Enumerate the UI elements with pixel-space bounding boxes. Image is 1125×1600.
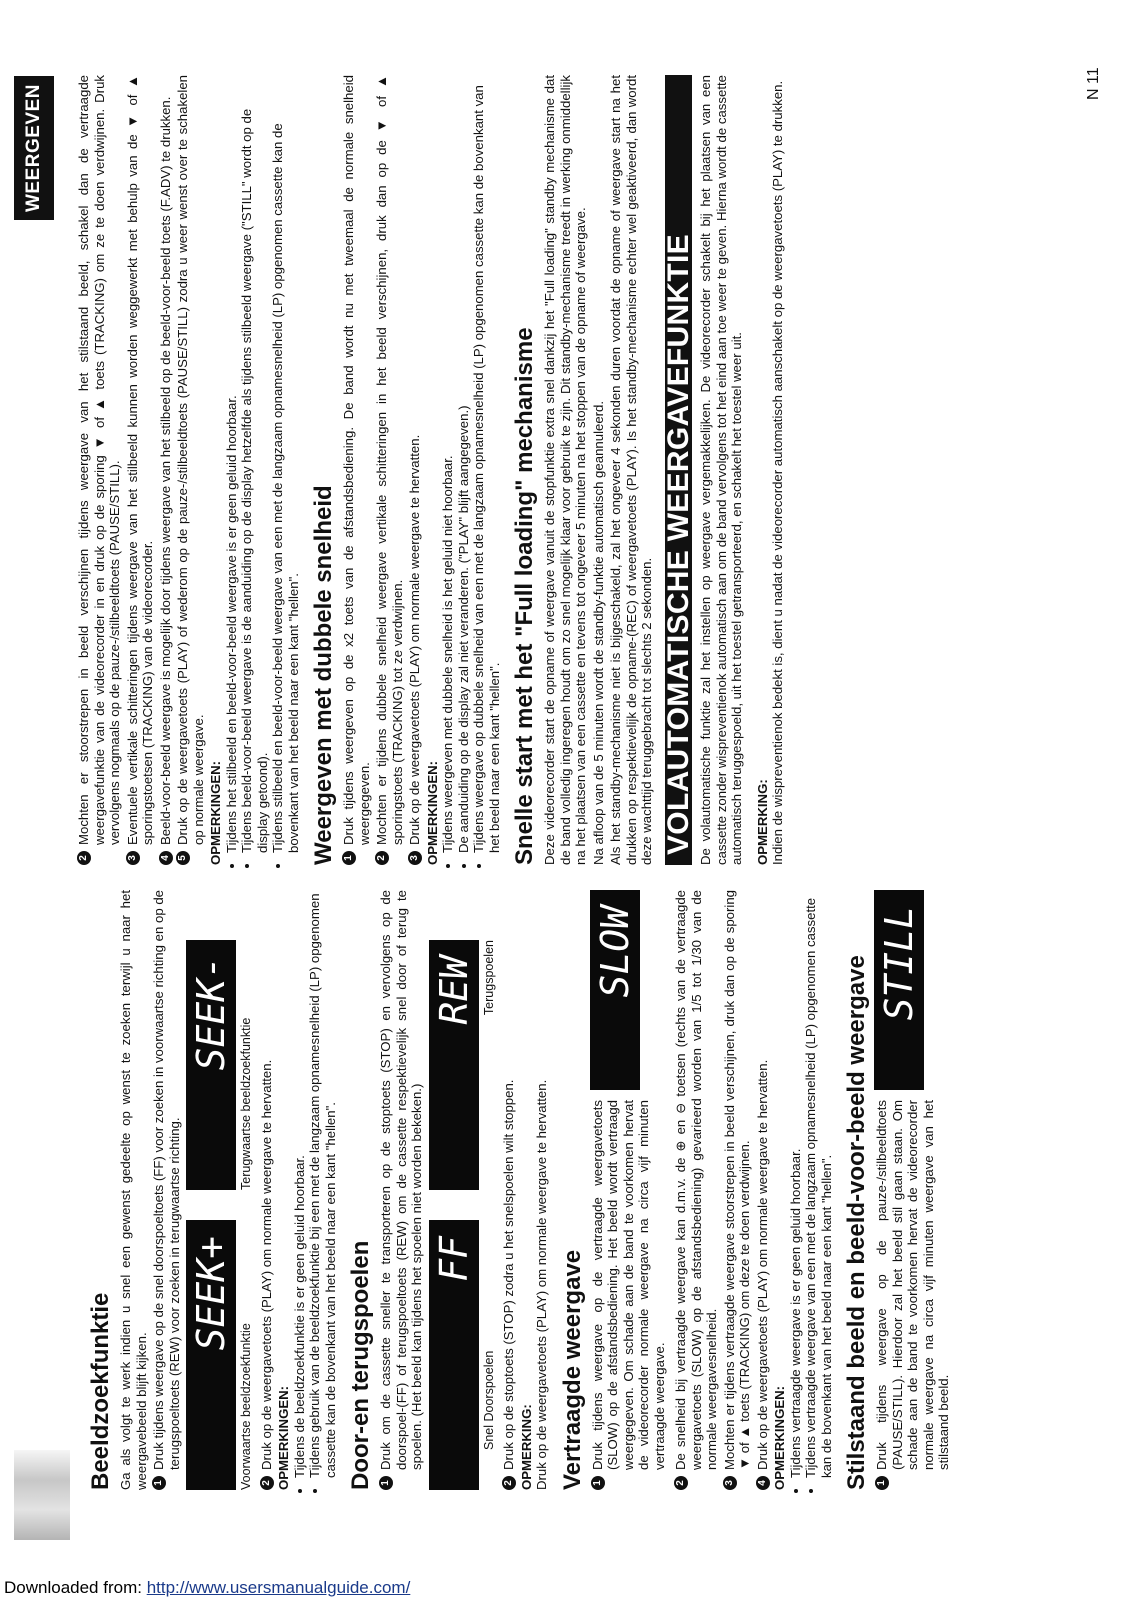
- step-2: 2 Mochten er tijdens dubbele snelheid weergave vertikale schitteringen in het beeld verschijnen, druk dan op de ▼ of ▲ sporingstoets (TRACKING) tot ze verdwijnen.: [374, 75, 405, 865]
- lcd-display: STILL: [874, 890, 924, 1090]
- page-number: N 11: [1085, 67, 1102, 100]
- step-2: 2 Druk op de weergavetoets (PLAY) om normale weergave te hervatten.: [259, 890, 275, 1490]
- step-2: 2 Druk op de stoptoets (STOP) zodra u het snelspoelen wilt stoppen.: [501, 890, 517, 1490]
- lcd-display: FF: [429, 1220, 479, 1490]
- notes-list: • Tijdens de beeldzoekfunktie is er geen geluid hoorbaar. • Tijdens gebruik van de beeldzoekfunktie bij een met de langzaam opnamesnelheid (LP) opgenomen cassette kan de bovenkant van het beeld naar een kant "hellen".: [292, 890, 339, 1490]
- column-right: 2 Mochten er stoorstrepen in beeld verschijnen tijdens weergave van het stilstaand beeld, schakel dan de vertraagde weergavefunktie van de videorecorder in en druk op de sporing ▼ of ▲ toets (TRACKING) om ze te doen verdwijnen. Druk vervolgens nogmaals op de pauze-/stilbeeldtoets (PAUSE/STILL). 3 Eventuele vertikale schitteringen tijdens weergave van het stilbeeld kunnen worden weggewerkt met behulp van de ▼ of ▲ sporingstoetsen (TRACKING) van de videorecorder. 4 Beeld-voor-beeld weergave is mogelijk door tijdens weergave van het stilbeeld op de beeld-voor-beeld toets (F.ADV) te drukken. 5 Druk op de weergavetoets (PLAY) of wederom op de pauze-/stilbeeldtoets (PAUSE/STILL) zodra u weer wenst over te schakelen op normale weergave. OPMERKINGEN: • Tijdens het stilbeeld en beeld-voor-beeld weergave is er geen geluid hoorbaar. • Tijdens beeld-voor-beeld weergave is de aanduiding op de display hetzelfde als tijdens stilbeeld weergave ("STILL" wordt op de display getoond). • Tijdens stilbeeld en beeld-voor-beeld weergave van een met de langzaam opnamesnelheid (LP) opgenomen cassette kan de bovenkant van het beeld naar een kant "hellen". Weergeven met dubbele snelheid 1 Druk tijdens weergeven op de x2 toets van de afstandsbediening. De band wordt nu met tweemaal de normale snelheid weergegeven. 2 Mochten er tijdens dubbele snelheid weergave vertikale schitteringen in het beeld verschijnen, druk dan op de ▼ of ▲ sporingstoets (TRACKING) tot ze verdwijnen. 3 Druk op de weergavetoets (PLAY) om normale weergave te hervatten. OPMERKINGEN: • Tijdens weergeven met dubbele snelheid is het geluid niet hoorbaar. • De aanduiding op de display zal niet veranderen. ("PLAY" blijft aangegeven.) • Tijdens weergave op dubbele snelheid van een met de langzaam opnamesnelheid (LP) opgenomen cassette kan de bovenkant van het beeld naar een kant "hellen". Snelle start met het "Full loading" mechanisme Deze videorecorder start de opname of weergave vanuit de stopfunktie extra snel dankzij het "Full loading" standby mechanisme dat de band volledig ingeregen houdt om zo snel mogelijk klaar voor gebruik te zijn. Dit standby-mechanisme treedt in werking onmiddellijk na het plaatsen van een cassette en tevens tot ongeveer 5 minuten na het stoppen van de opname of weergave. Na afloop van de 5 minuten wordt de standby-funktie automatisch geannuleerd. Als het standby-mechanisme niet is bijgeschakeld, zal het ongeveer 4 sekonden duren voordat de opname of weergave start na het drukken op respektievelijk de opname-(REC) of weergavetoets (PLAY). Is het standby-mechanisme echter wel geaktiveerd, dan wordt deze wachttijd teruggebracht tot slechts 2 sekonden. VOLAUTOMATISCHE WEERGAVEFUNKTIE De volautomatische funktie zal het instellen op weergave vergemakkelijken. De videorecorder schakelt bij het plaatsen van een cassette zonder wispreventienok automatisch aan om de band vervolgens tot het eind aan toe weer te geven. Hierna wordt de cassette automatisch teruggespoeld, uit het toestel getransporteerd, en schakelt het toestel weer uit. OPMERKING: Indien de wispreventienok bedekt is, dient u nadat de videorecorder automatisch aanschakelt op de weergavetoets (PLAY) te drukken.: [76, 75, 788, 865]
- lcd-display: SEEK-: [186, 940, 236, 1190]
- scan-noise: [14, 1450, 70, 1540]
- heading-dubbele-snelheid: Weergeven met dubbele snelheid: [310, 485, 337, 865]
- download-footer: Downloaded from: http://www.usersmanualguide.com/: [4, 1578, 411, 1597]
- paragraph: Ga als volgt te werk indien u snel een gewenst gedeelte op wenst te zoeken terwijl u naar het weergavebeeld blijft kijken.: [118, 890, 149, 1490]
- heading-door-en-terugspoelen: Door-en terugspoelen: [347, 1240, 374, 1490]
- step-2: 2 De snelheid bij vertraagde weergave kan d.m.v. de ⊕ en ⊖ toetsen (rechts van de vertraagde weergavetoets (SLOW) op de afstandsbediening) gevarieerd worden van 1/5 tot 1/30 van de normale weergavesnelheid.: [673, 890, 720, 1490]
- heading-volautomatische-weergavefunktie: VOLAUTOMATISCHE WEERGAVEFUNKTIE: [665, 75, 693, 865]
- display-pair-ff: FF Snel Doorspoelen REW Terugspoelen: [429, 890, 498, 1490]
- step-5: 5 Druk op de weergavetoets (PLAY) of wederom op de pauze-/stilbeeldtoets (PAUSE/STILL) zodra u weer wenst over te schakelen op normale weergave.: [175, 75, 206, 865]
- step-3: 3 Mochten er tijdens vertraagde weergave stoorstrepen in beeld verschijnen, druk dan op de sporing ▼ of ▲ toets (TRACKING) om deze te doen verdwijnen.: [722, 890, 753, 1490]
- step-4: 4 Druk op de weergavetoets (PLAY) om normale weergave te hervatten.: [755, 890, 771, 1490]
- step-4: 4 Beeld-voor-beeld weergave is mogelijk door tijdens weergave van het stilbeeld op de beeld-voor-beeld toets (F.ADV) te drukken.: [158, 75, 174, 865]
- step-3: 3 Eventuele vertikale schitteringen tijdens weergave van het stilbeeld kunnen worden weggewerkt met behulp van de ▼ of ▲ sporingstoetsen (TRACKING) van de videorecorder.: [125, 75, 156, 865]
- step-1: 1 Druk tijdens weergave op de snel doorspoeltoets (FF) voor zoeken in voorwaartse richting en op de terugspoeltoets (REW) voor zoeken in terugwaartse richting.: [151, 890, 182, 1490]
- lcd-display: SLOW: [590, 890, 640, 1090]
- heading-vertraagde-weergave: Vertraagde weergave: [558, 1249, 586, 1490]
- download-link[interactable]: http://www.usersmanualguide.com/: [146, 1578, 411, 1597]
- notes-heading: OPMERKINGEN:: [276, 1385, 291, 1490]
- step-3: 3 Druk op de weergavetoets (PLAY) om normale weergave te hervatten.: [407, 75, 423, 865]
- step-1: 1 Druk tijdens weergave op de pauze-/stilbeeldtoets (PAUSE/STILL). Hierdoor zal het beeld stil gaan staan. Om schade aan de band te voorkomen hervat de videorecorder normale weergave na circa vijf minuten weergave van het stilstaand beeld.: [874, 1100, 952, 1490]
- column-left: Beeldzoekfunktie Ga als volgt te werk indien u snel een gewenst gedeelte op wenst te zoeken terwijl u naar het weergavebeeld blijft kijken. 1 Druk tijdens weergave op de snel doorspoeltoets (FF) voor zoeken in voorwaartse richting en op de terugspoeltoets (REW) voor zoeken in terugwaartse richting. SEEK+ Voorwaartse beeldzoekfunktie SEEK- Terugwaartse beeldzoekfunktie 2 Druk op de weergavetoets (PLAY) om normale weergave te hervatten. OPMERKINGEN: • Tijdens de beeldzoekfunktie is er geen geluid hoorbaar. • Tijdens gebruik van de beeldzoekfunktie bij een met de langzaam opnamesnelheid (LP) opgenomen cassette kan de bovenkant van het beeld naar een kant "hellen". Door-en terugspoelen 1 Druk om de cassette sneller te transporteren op de stoptoets (STOP) en vervolgens op de doorspoel-(FF) of terugspoeltoets (REW) om de cassette respektievelijk snel door of terug te spoelen. (Het beeld kan tijdens het spoelen niet worden bekeken.) FF Snel Doorspoelen REW Terugspoelen 2 Druk op de stoptoets (STOP) zodra u het snelspoelen wilt stoppen. OPMERKING: Druk op de weergavetoets (PLAY) om normale weergave te hervatten. Vertraagde weergave 1 Druk tijdens weergave op de vertraagde weergavetoets (SLOW) op de afstandsbediening. Het beeld wordt vertraagd weergegeven. Om schade aan de band te voorkomen hervat de videorecorder normale weergave na circa vijf minuten vertraagde weergave. SLOW 2 De snelheid bij vertraagde weergave kan d.m.v. de ⊕ en ⊖ toetsen (rechts van de vertraagde weergavetoets (SLOW) op de afstandsbediening) gevarieerd worden van 1/5 tot 1/30 van de normale weergavesnelheid. 3 Mochten er tijdens vertraagde weergave stoorstrepen in beeld verschijnen, druk dan op de sporing ▼ of ▲ toets (TRACKING) om deze te doen verdwijnen. 4 Druk op de weergavetoets (PLAY) om normale weergave te hervatten. OPMERKINGEN: • Tijdens vertraagde weergave is er geen geluid hoorbaar. • Tijdens vertraagde weergave van een met de langzaam opnamesnelheid (LP) opgenomen cassette kan de bovenkant van het beeld naar een kant "hellen". Stilstaand beeld en beeld-voor-beeld weergave 1 Druk tijdens weergave op de pauze-/stilbeeldtoets (PAUSE/STILL). Hierdoor zal het beeld stil gaan staan. Om schade aan de band te voorkomen hervat de videorecorder normale weergave na circa vijf minuten weergave van het stilstaand beeld. STILL: [78, 890, 958, 1490]
- section-header-bar: [14, 76, 54, 220]
- step-1: 1 Druk tijdens weergeven op de x2 toets van de afstandsbediening. De band wordt nu met tweemaal de normale snelheid weergegeven.: [341, 75, 372, 865]
- lcd-display: REW: [429, 940, 479, 1190]
- section-title: WEERGEVEN: [23, 84, 44, 213]
- heading-beeldzoekfunktie: Beeldzoekfunktie: [87, 1292, 114, 1490]
- display-pair-seek: SEEK+ Voorwaartse beeldzoekfunktie SEEK- Terugwaartse beeldzoekfunktie: [186, 890, 255, 1490]
- step-1: 1 Druk tijdens weergave op de vertraagde weergavetoets (SLOW) op de afstandsbediening. Het beeld wordt vertraagd weergegeven. Om schade aan de band te voorkomen hervat de videorecorder normale weergave na circa vijf minuten vertraagde weergave.: [590, 1100, 668, 1490]
- heading-stilstaand-beeld: Stilstaand beeld en beeld-voor-beeld weergave: [843, 955, 870, 1490]
- lcd-display: SEEK+: [186, 1220, 236, 1490]
- step-2: 2 Mochten er stoorstrepen in beeld verschijnen tijdens weergave van het stilstaand beeld, schakel dan de vertraagde weergavefunktie van de videorecorder in en druk op de sporing ▼ of ▲ toets (TRACKING) om ze te doen verdwijnen. Druk vervolgens nogmaals op de pauze-/stilbeeldtoets (PAUSE/STILL).: [76, 75, 123, 865]
- step-1: 1 Druk om de cassette sneller te transporteren op de stoptoets (STOP) en vervolgens op de doorspoel-(FF) of terugspoeltoets (REW) om de cassette respektievelijk snel door of terug te spoelen. (Het beeld kan tijdens het spoelen niet worden bekeken.): [378, 890, 425, 1490]
- heading-snelle-start: Snelle start met het "Full loading" mechanisme: [511, 327, 538, 865]
